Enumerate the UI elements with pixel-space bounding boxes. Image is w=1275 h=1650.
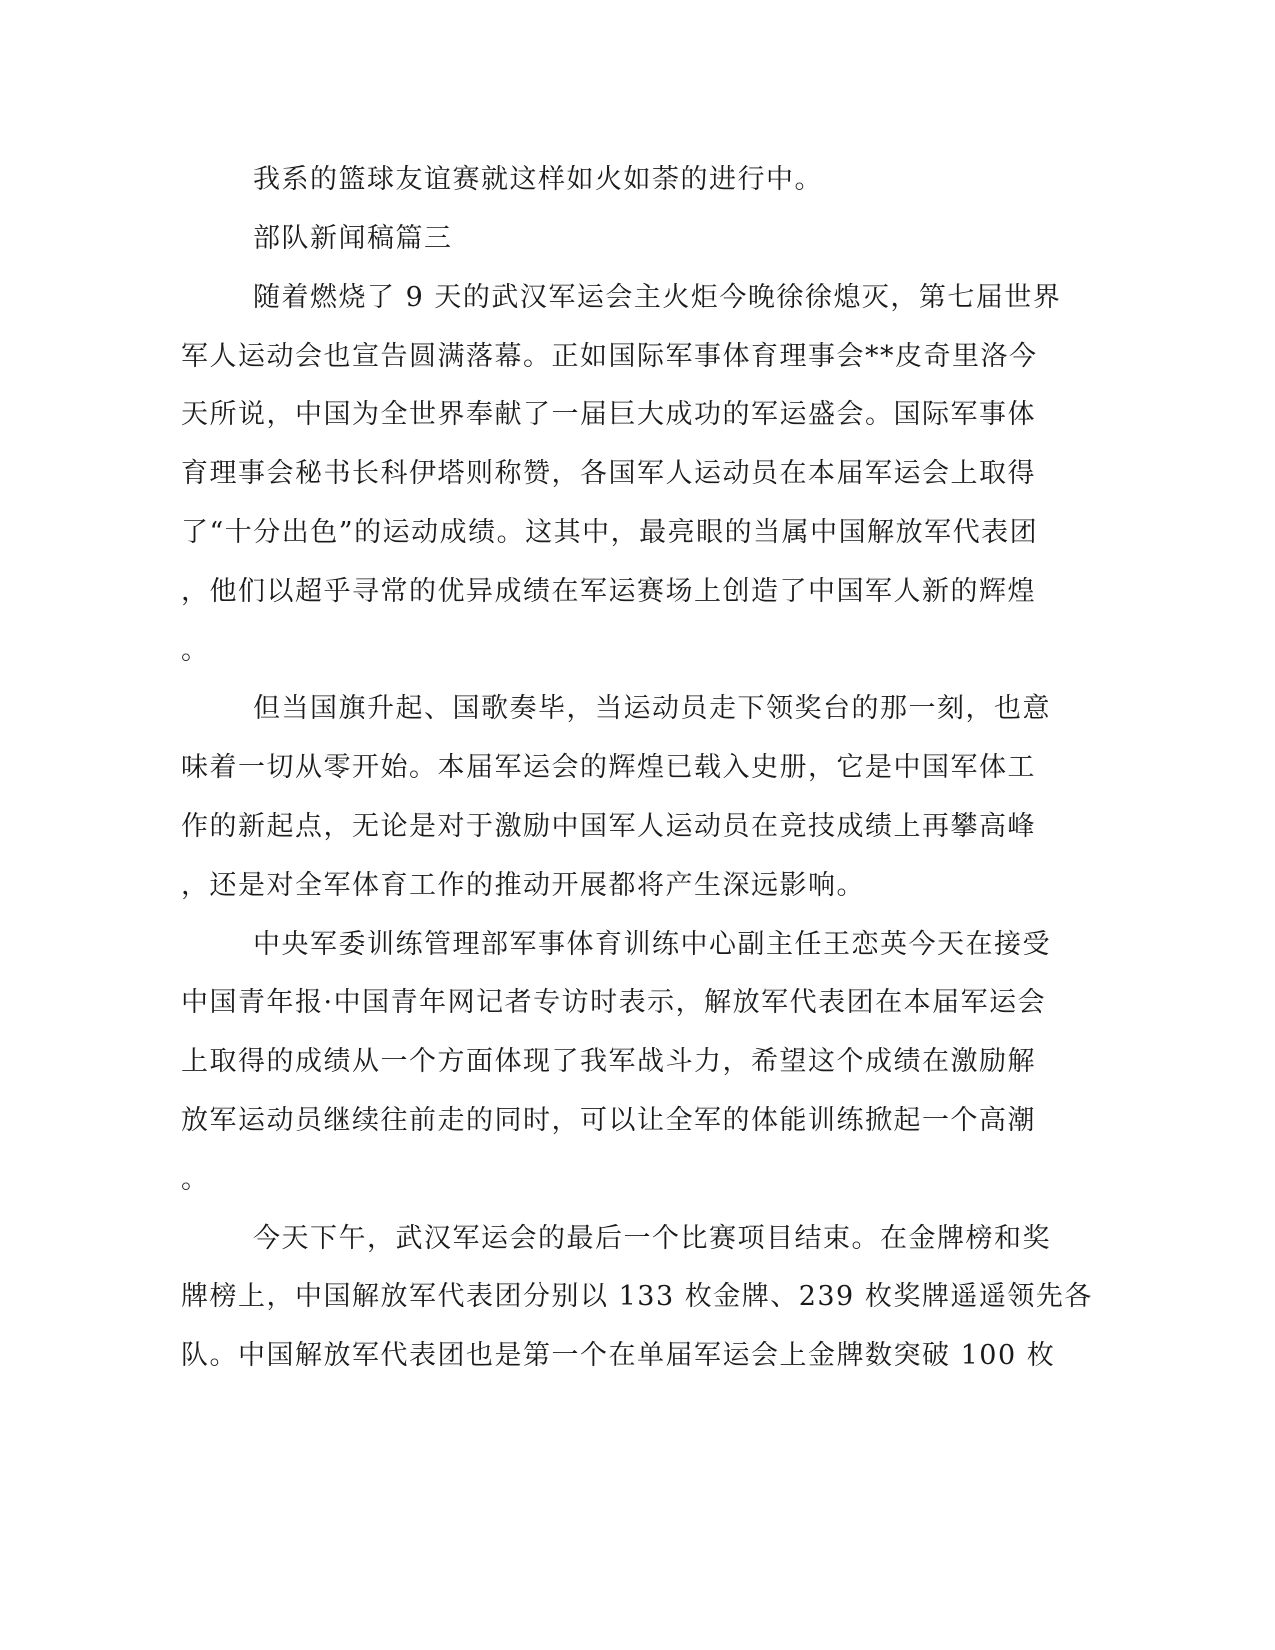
paragraph-line: 作的新起点，无论是对于激励中国军人运动员在竞技成绩上再攀高峰 xyxy=(181,811,1036,842)
paragraph-line: 军人运动会也宣告圆满落幕。正如国际军事体育理事会**皮奇里洛今 xyxy=(181,341,1038,372)
paragraph-line: 育理事会秘书长科伊塔则称赞，各国军人运动员在本届军运会上取得 xyxy=(181,458,1036,489)
paragraph-line: 。 xyxy=(181,1164,210,1195)
paragraph-line: 味着一切从零开始。本届军运会的辉煌已载入史册，它是中国军体工 xyxy=(181,752,1036,783)
paragraph-line: 队。中国解放军代表团也是第一个在单届军运会上金牌数突破 100 枚 xyxy=(181,1340,1056,1371)
paragraph-line: ，还是对全军体育工作的推动开展都将产生深远影响。 xyxy=(181,870,865,901)
paragraph-line: 今天下午，武汉军运会的最后一个比赛项目结束。在金牌榜和奖 xyxy=(253,1223,1051,1254)
paragraph-line: 中国青年报·中国青年网记者专访时表示，解放军代表团在本届军运会 xyxy=(181,987,1047,1018)
paragraph-line: 中央军委训练管理部军事体育训练中心副主任王恋英今天在接受 xyxy=(253,929,1051,960)
paragraph-line: ，他们以超乎寻常的优异成绩在军运赛场上创造了中国军人新的辉煌 xyxy=(181,576,1036,607)
paragraph-line: 放军运动员继续往前走的同时，可以让全军的体能训练掀起一个高潮 xyxy=(181,1105,1036,1136)
paragraph-line: 但当国旗升起、国歌奏毕，当运动员走下领奖台的那一刻，也意 xyxy=(253,693,1051,724)
paragraph-line: 天所说，中国为全世界奉献了一届巨大成功的军运盛会。国际军事体 xyxy=(181,399,1036,430)
paragraph-line: 了“十分出色”的运动成绩。这其中，最亮眼的当属中国解放军代表团 xyxy=(181,517,1039,548)
paragraph-line: 上取得的成绩从一个方面体现了我军战斗力，希望这个成绩在激励解 xyxy=(181,1046,1036,1077)
paragraph-line: 我系的篮球友谊赛就这样如火如荼的进行中。 xyxy=(253,164,823,195)
paragraph-line: 。 xyxy=(181,635,210,666)
paragraph-line: 牌榜上，中国解放军代表团分别以 133 枚金牌、239 枚奖牌遥遥领先各 xyxy=(181,1281,1093,1312)
section-heading: 部队新闻稿篇三 xyxy=(253,223,453,254)
paragraph-line: 随着燃烧了 9 天的武汉军运会主火炬今晚徐徐熄灭，第七届世界 xyxy=(253,282,1062,313)
